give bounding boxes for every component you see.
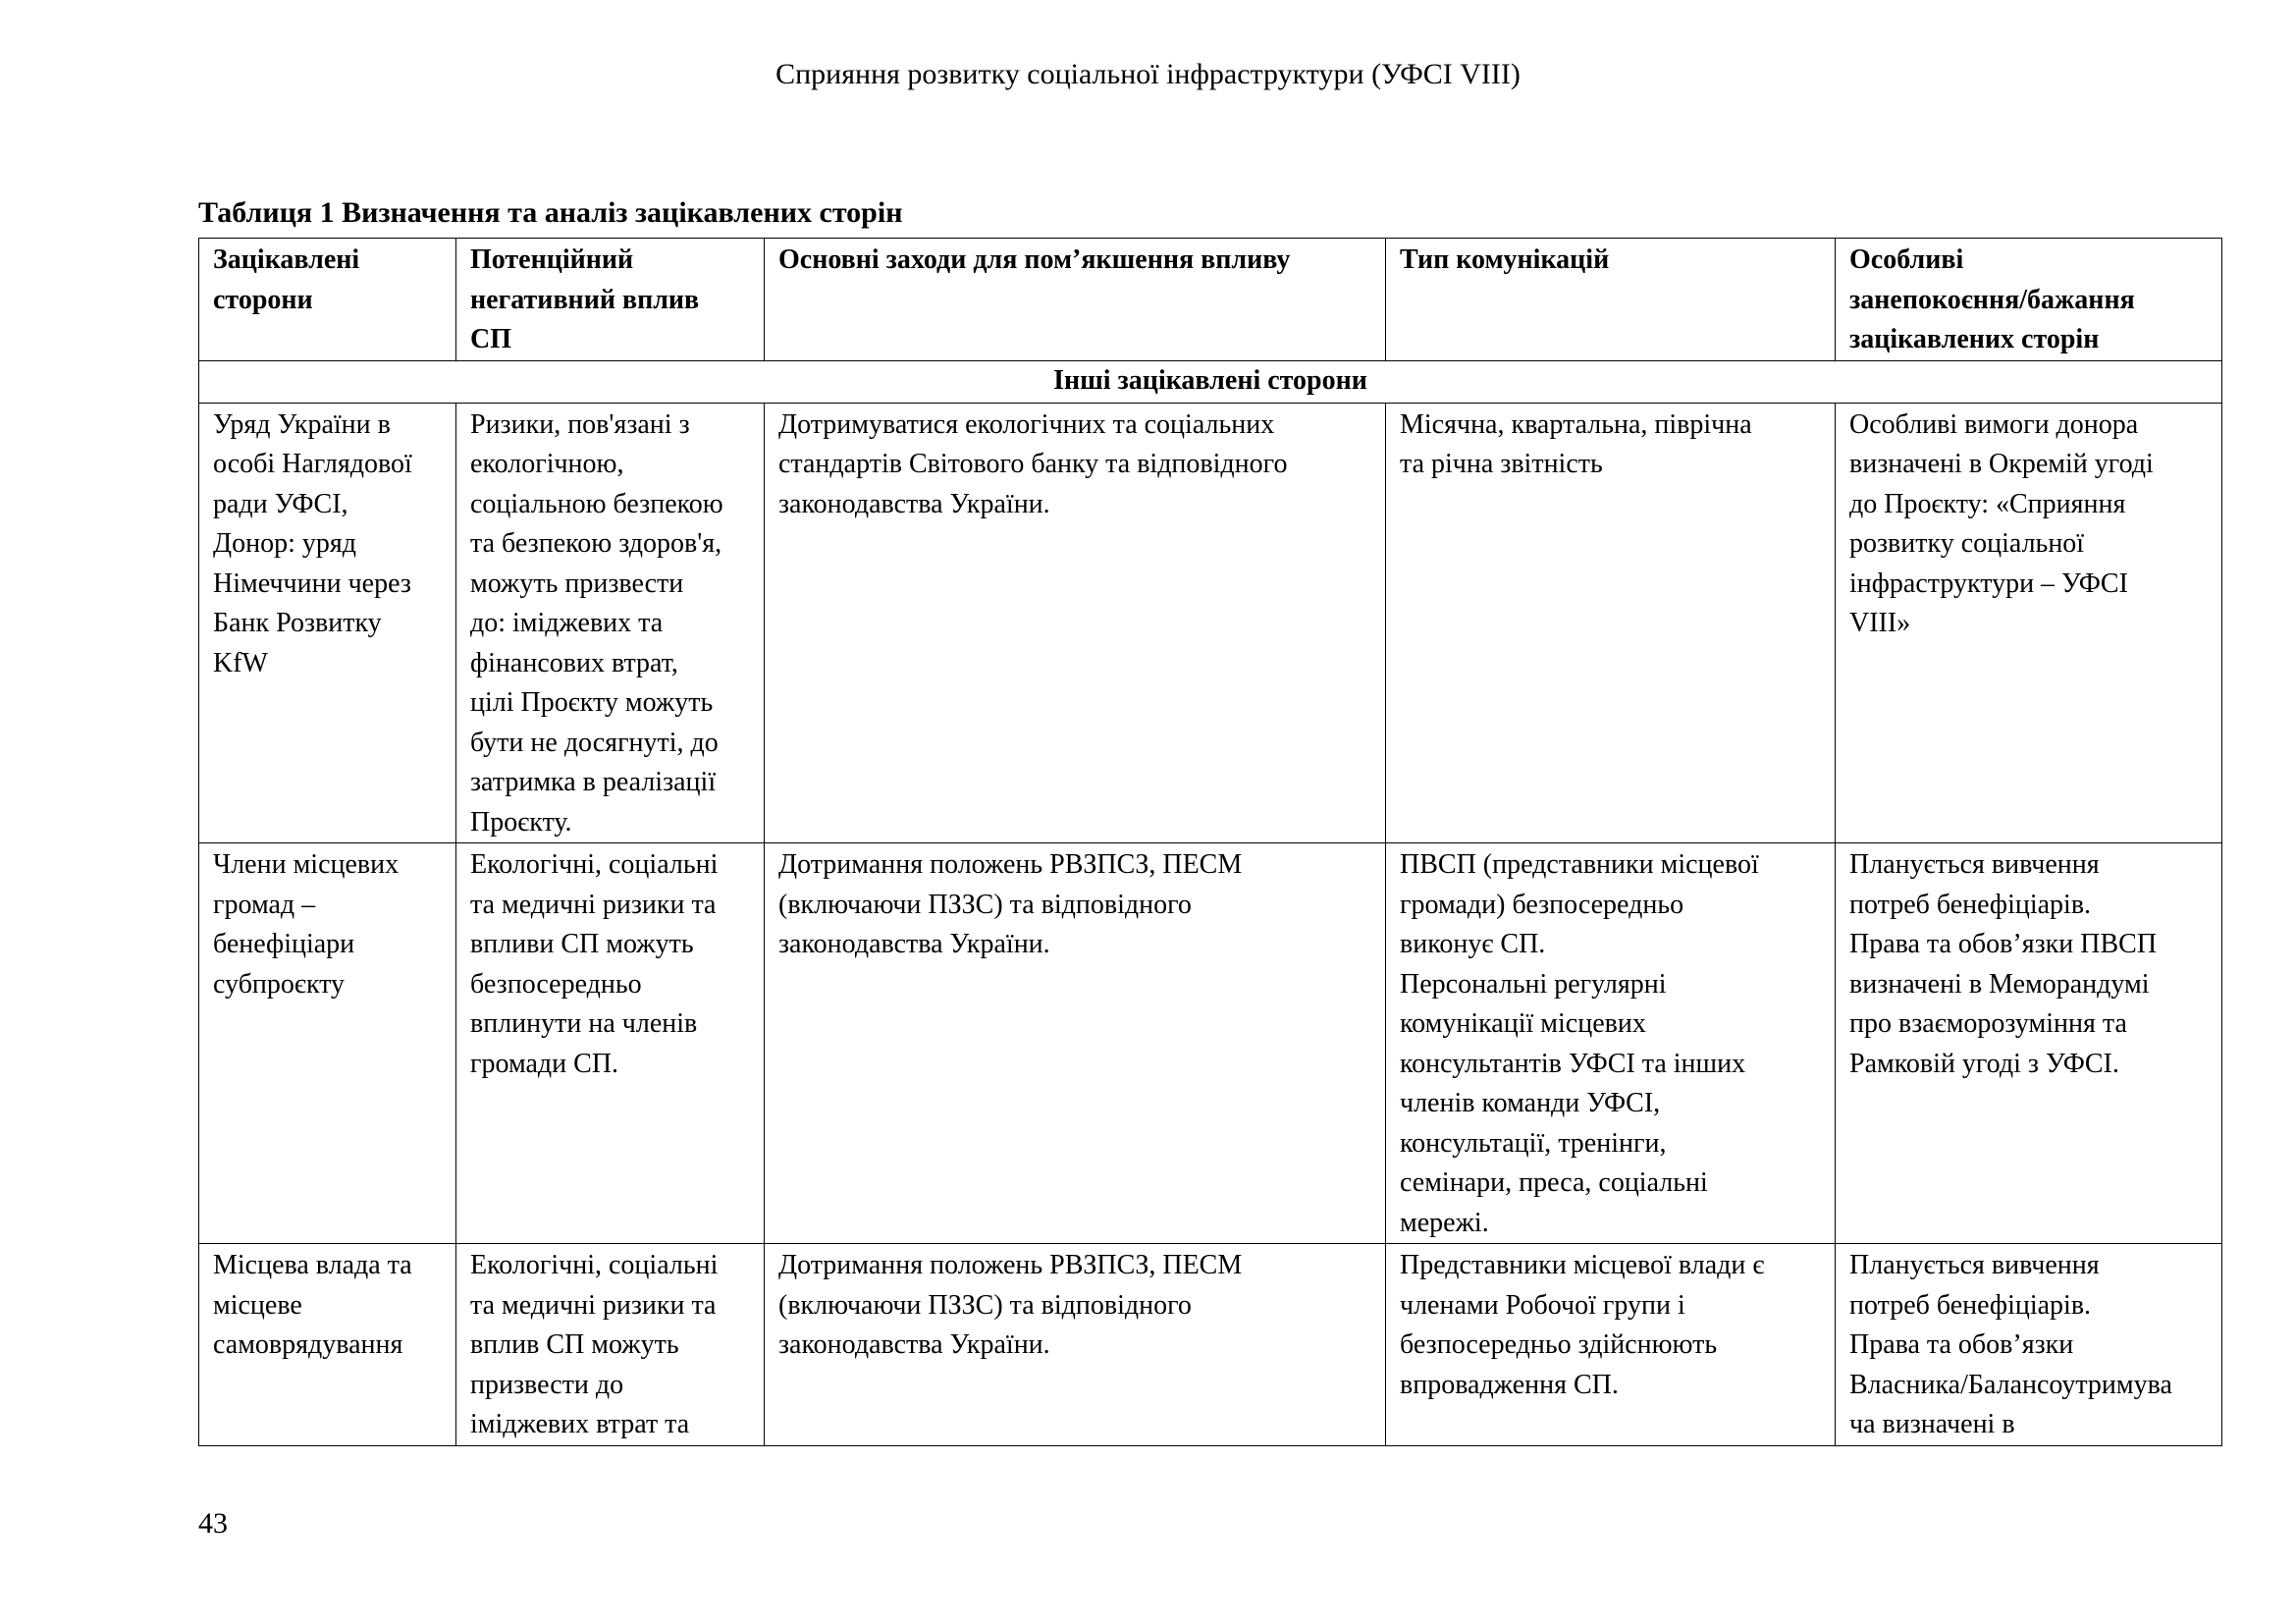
- cell-concerns: [1836, 1244, 2222, 1446]
- cell-negative-impact: [456, 403, 765, 843]
- cell-line: сторони: [213, 284, 313, 315]
- cell-concerns: [1836, 403, 2222, 843]
- cell-line: бути не досягнуті, до: [470, 727, 719, 758]
- cell-line: Проєкту.: [470, 806, 572, 838]
- cell-line: Уряд України в: [213, 408, 391, 440]
- cell-line: зацікавлених сторін: [1849, 324, 2100, 354]
- cell-line: СП: [470, 324, 511, 354]
- cell-line: ча визначені в: [1849, 1409, 2015, 1439]
- cell-line: та безпекою здоров'я,: [470, 528, 722, 559]
- cell-mitigation: [765, 403, 1386, 843]
- cell-line: бенефіціари: [213, 929, 355, 959]
- cell-line: та річна звітність: [1400, 449, 1603, 479]
- cell-line: потреб бенефіціарів.: [1849, 889, 2092, 920]
- cell-line: субпроєкту: [213, 968, 346, 1000]
- column-header-stakeholders: [199, 239, 456, 361]
- table-row: [199, 843, 2222, 1244]
- cell-line: до: іміджевих та: [470, 608, 664, 638]
- cell-line: громади СП.: [470, 1048, 619, 1079]
- cell-line: цілі Проєкту можуть: [470, 687, 714, 718]
- running-header: Сприяння розвитку соціальної інфраструктури (УФСІ VIII): [775, 58, 1521, 90]
- cell-line: семінари, преса, соціальні: [1400, 1167, 1708, 1198]
- cell-line: Власника/Балансоутримува: [1849, 1369, 2172, 1400]
- cell-line: місцеве: [213, 1289, 302, 1321]
- cell-line: Місячна, квартальна, піврічна: [1400, 408, 1752, 440]
- cell-line: Екологічні, соціальні: [470, 849, 719, 880]
- cell-line: Рамковій угоді з УФСІ.: [1849, 1048, 2119, 1079]
- cell-line: впливи СП можуть: [470, 929, 694, 959]
- cell-line: Німеччини через: [213, 568, 411, 599]
- cell-line: призвести до: [470, 1369, 624, 1400]
- column-header-mitigation-measures: [765, 239, 1386, 361]
- cell-line: громад –: [213, 889, 316, 920]
- cell-stakeholder: [199, 403, 456, 843]
- cell-line: членами Робочої групи і: [1400, 1289, 1685, 1321]
- section-row: [199, 360, 2222, 403]
- cell-stakeholder: [199, 843, 456, 1244]
- cell-line: про взаєморозуміння та: [1849, 1008, 2127, 1039]
- cell-line: Особливі вимоги донора: [1849, 408, 2139, 440]
- page-number: 43: [198, 1507, 228, 1540]
- cell-line: Зацікавлені: [213, 244, 360, 275]
- cell-line: до Проєкту: «Сприяння: [1849, 488, 2126, 519]
- cell-line: VIII»: [1849, 608, 1911, 638]
- column-header-negative-impact: [456, 239, 765, 361]
- cell-line: соціальною безпекою: [470, 488, 723, 519]
- cell-line: занепокоєння/бажання: [1849, 284, 2135, 315]
- cell-line: консультації, тренінги,: [1400, 1127, 1667, 1159]
- cell-line: Персональні регулярні: [1400, 968, 1667, 1000]
- cell-negative-impact: [456, 843, 765, 1244]
- cell-communication: [1386, 1244, 1836, 1446]
- cell-line: Донор: уряд: [213, 528, 356, 559]
- cell-line: впровадження СП.: [1400, 1369, 1619, 1400]
- cell-line: (включаючи ПЗЗС) та відповідного: [778, 889, 1192, 920]
- cell-line: громади) безпосередньо: [1400, 889, 1684, 920]
- cell-stakeholder: [199, 1244, 456, 1446]
- cell-line: вплинути на членів: [470, 1008, 698, 1039]
- cell-line: (включаючи ПЗЗС) та відповідного: [778, 1289, 1192, 1321]
- cell-line: законодавства України.: [778, 1329, 1050, 1360]
- cell-line: особі Наглядової: [213, 449, 412, 479]
- cell-communication: [1386, 843, 1836, 1244]
- cell-line: комунікації місцевих: [1400, 1008, 1646, 1039]
- table-caption: Таблиця 1 Визначення та аналіз зацікавлених сторін: [198, 196, 903, 229]
- cell-line: Особливі: [1849, 244, 1964, 275]
- cell-concerns: [1836, 843, 2222, 1244]
- stakeholder-table: [198, 238, 2222, 1446]
- cell-line: Екологічні, соціальні: [470, 1250, 719, 1280]
- cell-line: вплив СП можуть: [470, 1329, 679, 1360]
- cell-line: членів команди УФСІ,: [1400, 1088, 1661, 1118]
- column-header-communication-type: [1386, 239, 1836, 361]
- cell-line: виконує СП.: [1400, 929, 1546, 959]
- cell-line: затримка в реалізації: [470, 767, 717, 797]
- cell-line: Представники місцевої влади є: [1400, 1250, 1765, 1280]
- table-row: [199, 403, 2222, 843]
- table-header-row: [199, 239, 2222, 361]
- cell-line: консультантів УФСІ та інших: [1400, 1048, 1746, 1079]
- cell-line: мережі.: [1400, 1207, 1489, 1238]
- cell-line: потреб бенефіціарів.: [1849, 1289, 2092, 1321]
- cell-mitigation: [765, 843, 1386, 1244]
- cell-line: Потенційний: [470, 244, 634, 275]
- cell-line: Планується вивчення: [1849, 1250, 2100, 1280]
- cell-communication: [1386, 403, 1836, 843]
- cell-line: Тип комунікацій: [1400, 244, 1610, 275]
- cell-line: безпосередньо: [470, 968, 642, 1000]
- cell-line: Ризики, пов'язані з: [470, 408, 690, 440]
- cell-line: визначені в Меморандумі: [1849, 968, 2150, 1000]
- cell-line: розвитку соціальної: [1849, 528, 2085, 559]
- cell-negative-impact: [456, 1244, 765, 1446]
- cell-line: інфраструктури – УФСІ: [1849, 568, 2128, 599]
- cell-line: Права та обов’язки: [1849, 1329, 2074, 1360]
- column-header-concerns: [1836, 239, 2222, 361]
- cell-line: Права та обов’язки ПВСП: [1849, 929, 2158, 959]
- table-row: [199, 1244, 2222, 1446]
- cell-line: ради УФСІ,: [213, 488, 348, 519]
- cell-line: фінансових втрат,: [470, 647, 678, 678]
- cell-line: екологічною,: [470, 449, 624, 479]
- cell-line: ПВСП (представники місцевої: [1400, 849, 1759, 880]
- cell-line: Дотримання положень РВЗПСЗ, ПЕСМ: [778, 1250, 1243, 1280]
- cell-line: самоврядування: [213, 1329, 403, 1360]
- cell-line: Банк Розвитку: [213, 608, 382, 638]
- cell-line: та медичні ризики та: [470, 889, 717, 920]
- cell-mitigation: [765, 1244, 1386, 1446]
- cell-line: та медичні ризики та: [470, 1289, 717, 1321]
- cell-line: безпосередньо здійснюють: [1400, 1329, 1718, 1360]
- cell-line: законодавства України.: [778, 929, 1050, 959]
- cell-line: іміджевих втрат та: [470, 1409, 690, 1439]
- cell-line: Планується вивчення: [1849, 849, 2100, 880]
- cell-line: Члени місцевих: [213, 849, 400, 880]
- cell-line: законодавства України.: [778, 488, 1050, 519]
- cell-line: можуть призвести: [470, 568, 684, 599]
- cell-line: стандартів Світового банку та відповідного: [778, 449, 1288, 479]
- cell-line: негативний вплив: [470, 284, 700, 315]
- cell-line: визначені в Окремій угоді: [1849, 449, 2154, 479]
- cell-line: Місцева влада та: [213, 1250, 412, 1280]
- cell-line: Основні заходи для пом’якшення впливу: [778, 244, 1291, 275]
- cell-line: Дотримання положень РВЗПСЗ, ПЕСМ: [778, 849, 1243, 880]
- section-title: Інші зацікавлені сторони: [199, 360, 2222, 403]
- cell-line: Дотримуватися екологічних та соціальних: [778, 408, 1275, 440]
- cell-line: KfW: [213, 647, 268, 678]
